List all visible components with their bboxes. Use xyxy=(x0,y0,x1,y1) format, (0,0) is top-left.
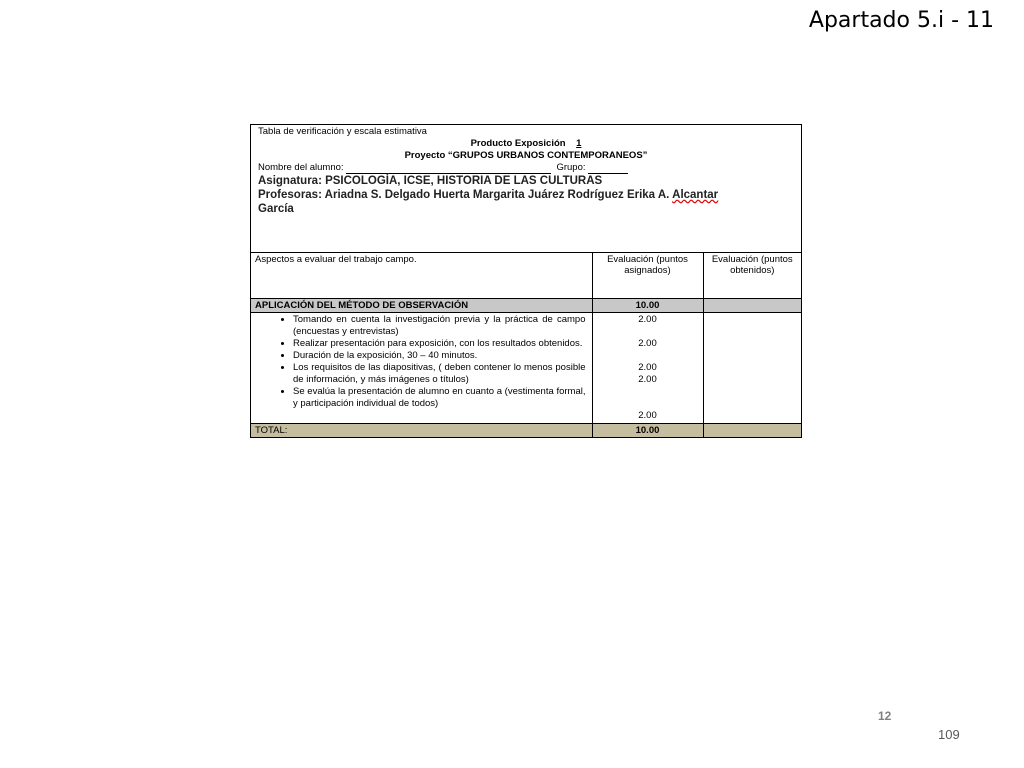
product-line xyxy=(258,138,794,150)
teachers-line xyxy=(258,188,794,216)
list-item: • Duración de la exposición, 30 – 40 minutos. xyxy=(293,350,588,362)
project-title: Proyecto “GRUPOS URBANOS CONTEMPORANEOS” xyxy=(404,150,648,161)
total-label: TOTAL: xyxy=(251,423,592,437)
slide-title: Apartado 5.i - 11 xyxy=(808,8,994,33)
section-row xyxy=(251,298,801,312)
item-points: 2.00 xyxy=(638,373,657,385)
total-row xyxy=(251,423,801,437)
item-points: 2.00 xyxy=(638,409,657,421)
assigned-points-header: Evaluación (puntos asignados) xyxy=(592,253,703,298)
student-label: Nombre del alumno: xyxy=(258,162,344,173)
criteria-list xyxy=(255,314,588,410)
teachers-last-name: García xyxy=(258,203,294,215)
page-label: 12 xyxy=(878,709,892,723)
aspects-header: Aspectos a evaluar del trabajo campo. xyxy=(251,253,592,298)
items-cell xyxy=(251,312,592,423)
items-obtained-cell xyxy=(703,312,801,423)
section-obtained xyxy=(703,298,801,312)
item-points: 2.00 xyxy=(638,337,657,349)
item-points: 2.00 xyxy=(638,361,657,373)
slide-number: 109 xyxy=(938,727,960,742)
items-row xyxy=(251,312,801,423)
document-heading: Tabla de verificación y escala estimativa xyxy=(258,126,427,137)
subject-line: Asignatura: PSICOLOGÍA, ICSE, HISTORIA DE LAS CULTURAS xyxy=(258,175,603,187)
product-label: Producto Exposición xyxy=(470,138,566,149)
obtained-points-header: Evaluación (puntos obtenidos) xyxy=(703,253,801,298)
list-item: • Los requisitos de las diapositivas, ( deben contener lo menos posible de información, y más imágenes o títulos) xyxy=(293,362,588,386)
list-item: • Realizar presentación para exposición, con los resultados obtenidos. xyxy=(293,338,588,350)
total-obtained xyxy=(703,423,801,437)
document-header xyxy=(251,125,801,253)
table-header-row xyxy=(251,253,801,298)
item-points: 2.00 xyxy=(638,313,657,325)
evaluation-table xyxy=(251,253,801,437)
teachers-names: Profesoras: Ariadna S. Delgado Huerta Margarita Juárez Rodríguez Erika A. xyxy=(258,189,670,201)
section-points: 10.00 xyxy=(592,298,703,312)
evaluation-document xyxy=(250,124,802,438)
section-label: APLICACIÓN DEL MÉTODO DE OBSERVACIÓN xyxy=(251,298,592,312)
list-item: • Se evalúa la presentación de alumno en cuanto a (vestimenta formal, y participación individual de todos) xyxy=(293,386,588,410)
student-line xyxy=(258,162,794,174)
teachers-surname-spellcheck: Alcantar xyxy=(672,189,719,201)
items-points-cell xyxy=(592,312,703,423)
product-number: 1 xyxy=(576,138,582,149)
list-item: • Tomando en cuenta la investigación previa y la práctica de campo (encuestas y entrevistas) xyxy=(293,314,588,338)
group-label: Grupo: xyxy=(556,162,586,173)
total-points: 10.00 xyxy=(592,423,703,437)
